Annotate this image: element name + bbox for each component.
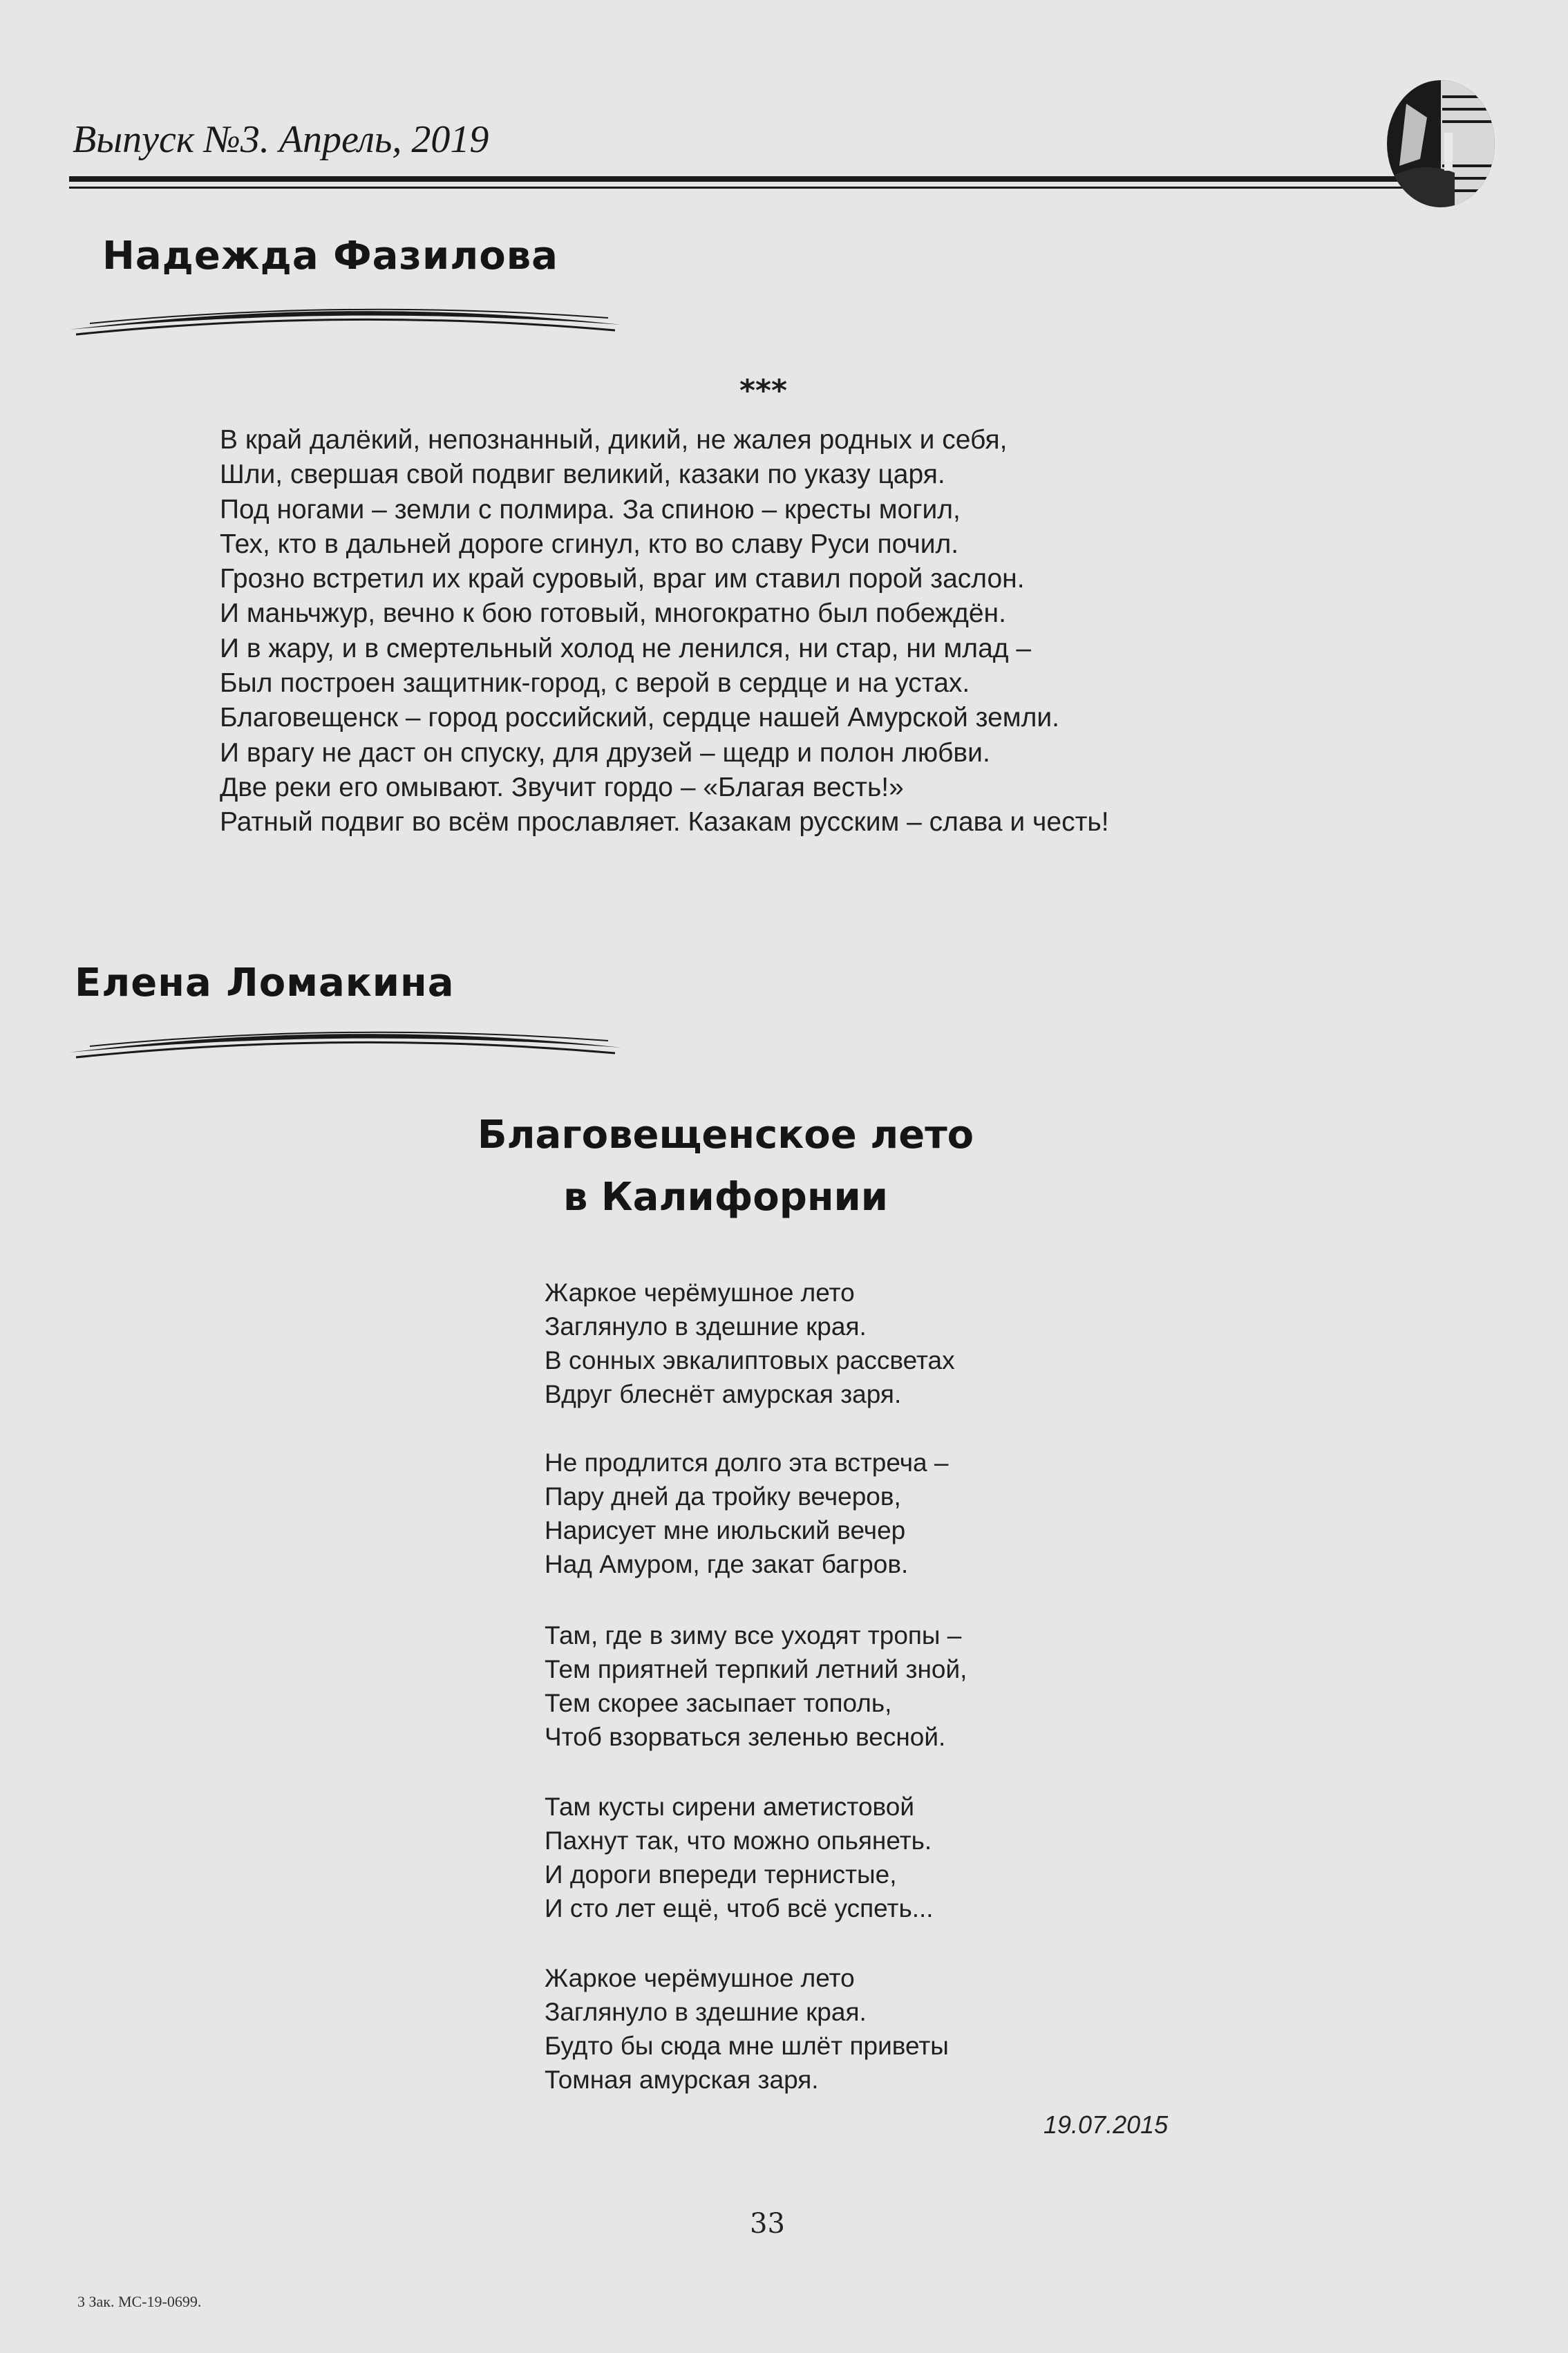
poem-line: И дороги впереди тернистые,: [545, 1860, 897, 1889]
poem-stanza: [545, 1446, 948, 1581]
poem-stanza: [545, 1618, 967, 1754]
poem-line: Над Амуром, где закат багров.: [545, 1550, 909, 1578]
poem-line: В край далёкий, непознанный, дикий, не жалея родных и себя,: [220, 425, 1008, 455]
poem-line: Жаркое черёмушное лето: [545, 1964, 855, 1992]
poem-line: Чтоб взорваться зеленью весной.: [545, 1723, 946, 1751]
issue-title: Выпуск №3. Апрель, 2019: [73, 118, 489, 161]
poem-line: Вдруг блеснёт амурская заря.: [545, 1380, 902, 1408]
poem-line: Благовещенск – город российский, сердце нашей Амурской земли.: [220, 703, 1059, 733]
print-order-note: 3 Зак. МС-19-0699.: [77, 2293, 202, 2310]
poem-title: в Калифорнии: [563, 1175, 889, 1220]
poem-line: Под ногами – земли с полмира. За спиною – кресты могил,: [220, 494, 961, 525]
poem-line: Заглянуло в здешние края.: [545, 1312, 867, 1341]
header-rule: [69, 176, 1424, 182]
poem-line: Тех, кто в дальней дороге сгинул, кто во славу Руси почил.: [220, 529, 959, 559]
poem-line: Пахнут так, что можно опьянеть.: [545, 1826, 932, 1855]
poem-line: Был построен защитник-город, с верой в сердце и на устах.: [220, 668, 970, 699]
poem-line: Ратный подвиг во всём прославляет. Казакам русским – слава и честь!: [220, 807, 1109, 838]
page-number: 33: [750, 2208, 785, 2240]
poem-line: Будто бы сюда мне шлёт приветы: [545, 2032, 949, 2060]
poem-line: В сонных эвкалиптовых рассветах: [545, 1346, 955, 1374]
journal-logo-icon: [1379, 76, 1496, 211]
poem-stanza: [545, 1961, 949, 2097]
poem-line: Там, где в зиму все уходят тропы –: [545, 1621, 962, 1650]
poem-title: Благовещенское лето: [477, 1113, 974, 1157]
poem-text: [220, 423, 1109, 840]
poem-line: Жаркое черёмушное лето: [545, 1278, 855, 1307]
poem-line: Заглянуло в здешние края.: [545, 1998, 867, 2026]
poem-stanza: [545, 1790, 934, 1925]
poem-line: И врагу не даст он спуску, для друзей – щедр и полон любви.: [220, 737, 990, 768]
poem-line: Тем скорее засыпает тополь,: [545, 1689, 892, 1717]
poem-stanza: [545, 1276, 955, 1411]
heading-swash: [69, 299, 622, 340]
poem-line: Там кусты сирени аметистовой: [545, 1793, 915, 1821]
poem-date: 19.07.2015: [1043, 2110, 1169, 2139]
poem-line: Тем приятней терпкий летний зной,: [545, 1655, 967, 1683]
poem-line: Не продлится долго эта встреча –: [545, 1448, 949, 1477]
poem-line: Две реки его омывают. Звучит гордо – «Благая весть!»: [220, 772, 904, 802]
author-name: Надежда Фазилова: [102, 234, 558, 278]
poem-line: Шли, свершая свой подвиг великий, казаки по указу царя.: [220, 460, 945, 490]
poem-line: И сто лет ещё, чтоб всё успеть...: [545, 1894, 934, 1922]
poem-line: И в жару, и в смертельный холод не ленился, ни стар, ни млад –: [220, 633, 1032, 663]
author-name: Елена Ломакина: [75, 961, 455, 1005]
poem-line: Нарисует мне июльский вечер: [545, 1516, 906, 1544]
poem-line: Грозно встретил их край суровый, враг им ставил порой заслон.: [220, 564, 1025, 594]
poem-line: И маньчжур, вечно к бою готовый, многократно был побеждён.: [220, 598, 1006, 629]
header-rule-thin: [69, 187, 1424, 189]
poem-line: Пару дней да тройку вечеров,: [545, 1482, 901, 1511]
heading-swash: [69, 1021, 622, 1063]
poem-separator: ***: [739, 373, 788, 408]
poem-line: Томная амурская заря.: [545, 2066, 819, 2094]
